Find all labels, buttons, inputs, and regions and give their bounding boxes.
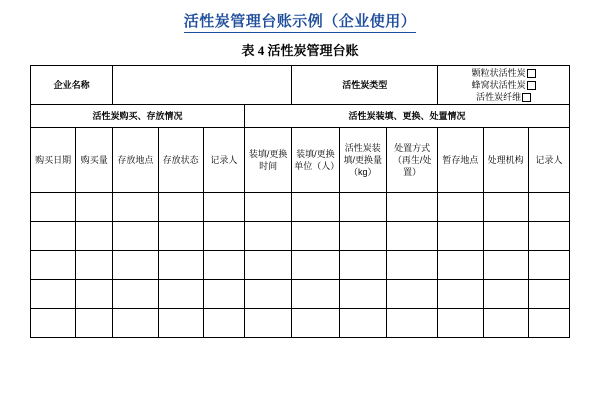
carbon-type-option-granular-label: 颗粒状活性炭 (471, 68, 526, 78)
table-cell[interactable] (339, 280, 386, 309)
table-cell[interactable] (158, 222, 203, 251)
table-cell[interactable] (203, 193, 244, 222)
company-name-label: 企业名称 (31, 66, 113, 105)
table-cell[interactable] (339, 222, 386, 251)
table-cell[interactable] (292, 280, 339, 309)
carbon-type-option-honeycomb[interactable] (440, 79, 567, 91)
table-cell[interactable] (339, 193, 386, 222)
table-cell[interactable] (438, 251, 483, 280)
table-cell[interactable] (113, 280, 158, 309)
table-cell[interactable] (438, 222, 483, 251)
table-cell[interactable] (438, 309, 483, 338)
table-row (31, 222, 570, 251)
column-header-treatment-org: 处理机构 (483, 128, 528, 193)
table-cell[interactable] (244, 222, 291, 251)
table-cell[interactable] (76, 251, 113, 280)
table-cell[interactable] (113, 251, 158, 280)
column-header-storage-status: 存放状态 (158, 128, 203, 193)
activated-carbon-ledger-table (30, 65, 570, 338)
table-cell[interactable] (113, 222, 158, 251)
column-header-purchase-amount: 购买量 (76, 128, 113, 193)
table-cell[interactable] (76, 193, 113, 222)
table-row (31, 309, 570, 338)
table-cell[interactable] (31, 222, 76, 251)
carbon-type-option-fiber-label: 活性炭纤维 (476, 92, 522, 102)
table-cell[interactable] (158, 251, 203, 280)
table-cell[interactable] (292, 222, 339, 251)
document-title-text: 活性炭管理台账示例（企业使用） (184, 13, 417, 33)
table-cell[interactable] (203, 280, 244, 309)
table-row (31, 193, 570, 222)
table-cell[interactable] (76, 309, 113, 338)
table-cell[interactable] (292, 193, 339, 222)
table-cell[interactable] (113, 193, 158, 222)
table-cell[interactable] (528, 193, 569, 222)
table-cell[interactable] (386, 280, 437, 309)
document-title (28, 12, 572, 32)
column-header-temp-storage-location: 暂存地点 (438, 128, 483, 193)
carbon-type-options[interactable] (438, 66, 570, 105)
table-row-column-headers (31, 128, 570, 193)
table-cell[interactable] (203, 222, 244, 251)
section-header-loading-replace-dispose: 活性炭装填、更换、处置情况 (244, 105, 569, 128)
table-cell[interactable] (244, 193, 291, 222)
column-header-replace-amount: 活性炭装填/更换量（kg） (339, 128, 386, 193)
table-cell[interactable] (528, 222, 569, 251)
column-header-recorder-disposal: 记录人 (528, 128, 569, 193)
table-row-company (31, 66, 570, 105)
table-cell[interactable] (31, 280, 76, 309)
table-cell[interactable] (438, 193, 483, 222)
table-cell[interactable] (31, 193, 76, 222)
column-header-storage-location: 存放地点 (113, 128, 158, 193)
table-cell[interactable] (158, 280, 203, 309)
column-header-purchase-date: 购买日期 (31, 128, 76, 193)
table-cell[interactable] (244, 280, 291, 309)
checkbox-icon[interactable] (522, 93, 531, 102)
carbon-type-label: 活性炭类型 (292, 66, 438, 105)
table-cell[interactable] (483, 222, 528, 251)
column-header-replace-time: 装填/更换时间 (244, 128, 291, 193)
table-row-sections (31, 105, 570, 128)
table-cell[interactable] (483, 193, 528, 222)
table-cell[interactable] (292, 309, 339, 338)
company-name-value[interactable] (113, 66, 292, 105)
table-cell[interactable] (386, 251, 437, 280)
table-cell[interactable] (528, 280, 569, 309)
table-cell[interactable] (244, 251, 291, 280)
table-cell[interactable] (528, 251, 569, 280)
table-cell[interactable] (483, 251, 528, 280)
table-row (31, 280, 570, 309)
checkbox-icon[interactable] (527, 69, 536, 78)
table-cell[interactable] (386, 193, 437, 222)
table-cell[interactable] (31, 309, 76, 338)
table-cell[interactable] (528, 309, 569, 338)
table-cell[interactable] (203, 309, 244, 338)
carbon-type-option-fiber[interactable] (440, 91, 567, 103)
table-row (31, 251, 570, 280)
table-cell[interactable] (483, 309, 528, 338)
column-header-recorder-purchase: 记录人 (203, 128, 244, 193)
section-header-purchase-storage: 活性炭购买、存放情况 (31, 105, 245, 128)
table-cell[interactable] (438, 280, 483, 309)
table-cell[interactable] (483, 280, 528, 309)
table-cell[interactable] (158, 309, 203, 338)
table-cell[interactable] (76, 280, 113, 309)
checkbox-icon[interactable] (527, 81, 536, 90)
table-cell[interactable] (292, 251, 339, 280)
table-cell[interactable] (158, 193, 203, 222)
table-caption: 表 4 活性炭管理台账 (241, 43, 359, 58)
table-cell[interactable] (339, 251, 386, 280)
table-cell[interactable] (339, 309, 386, 338)
table-cell[interactable] (31, 251, 76, 280)
table-cell[interactable] (386, 222, 437, 251)
table-cell[interactable] (113, 309, 158, 338)
column-header-disposal-method: 处置方式（再生/处置） (386, 128, 437, 193)
carbon-type-option-granular[interactable] (440, 67, 567, 79)
table-cell[interactable] (244, 309, 291, 338)
table-cell[interactable] (386, 309, 437, 338)
carbon-type-option-honeycomb-label: 蜂窝状活性炭 (471, 80, 526, 90)
column-header-replace-unit: 装填/更换单位（人） (292, 128, 339, 193)
table-cell[interactable] (203, 251, 244, 280)
table-cell[interactable] (76, 222, 113, 251)
